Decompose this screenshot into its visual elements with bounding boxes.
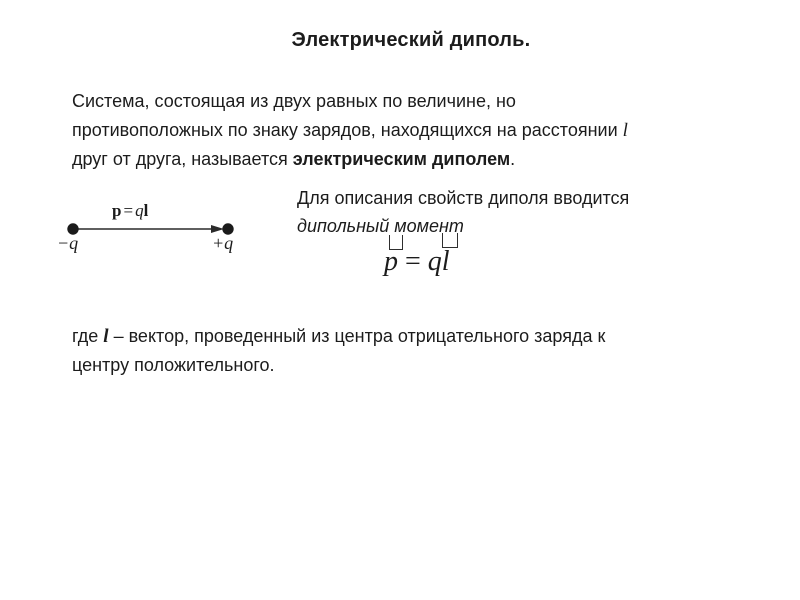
definition-line-3: друг от друга, называется электрическим диполем. (72, 149, 516, 169)
positive-charge-label: +q (212, 233, 234, 253)
negative-charge-label: −q (57, 233, 79, 253)
explanation-line-1: где l – вектор, проведенный из центра отрицательного заряда к (72, 326, 606, 347)
dipole-diagram (50, 195, 260, 267)
formula-p-vector: p (384, 246, 398, 278)
label-l: l (143, 201, 149, 220)
definition-paragraph (72, 87, 732, 174)
arrowhead-icon (211, 225, 224, 233)
definition-line-2: противоположных по знаку зарядов, находящихся на расстоянии l (72, 120, 628, 141)
dipole-moment-label: p = ql (112, 201, 149, 220)
note-line-2-dipole-moment: дипольный момент (297, 216, 464, 236)
vector-explanation-paragraph (72, 322, 732, 380)
formula-q: q (427, 246, 442, 277)
slide-title: Электрический диполь. (291, 29, 531, 51)
definition-line-1: Система, состоящая из двух равных по величине, но (72, 91, 516, 111)
vector-mark-over-p (389, 235, 403, 250)
dipole-moment-formula (384, 246, 450, 278)
formula-l-vector: l (442, 246, 450, 278)
formula-equals: = (405, 246, 421, 277)
note-line-1: Для описания свойств диполя вводится (297, 188, 630, 208)
explanation-line-2: центру положительного. (72, 355, 275, 375)
vector-mark-over-l (442, 233, 458, 248)
distance-l-symbol: l (622, 120, 628, 141)
term-electric-dipole: электрическим диполем (292, 149, 511, 169)
dipole-axis-drawing (50, 195, 260, 267)
vector-l-symbol: l (103, 326, 109, 347)
label-p: p (112, 201, 122, 220)
label-q: q (135, 201, 144, 220)
dipole-moment-note (297, 184, 697, 240)
